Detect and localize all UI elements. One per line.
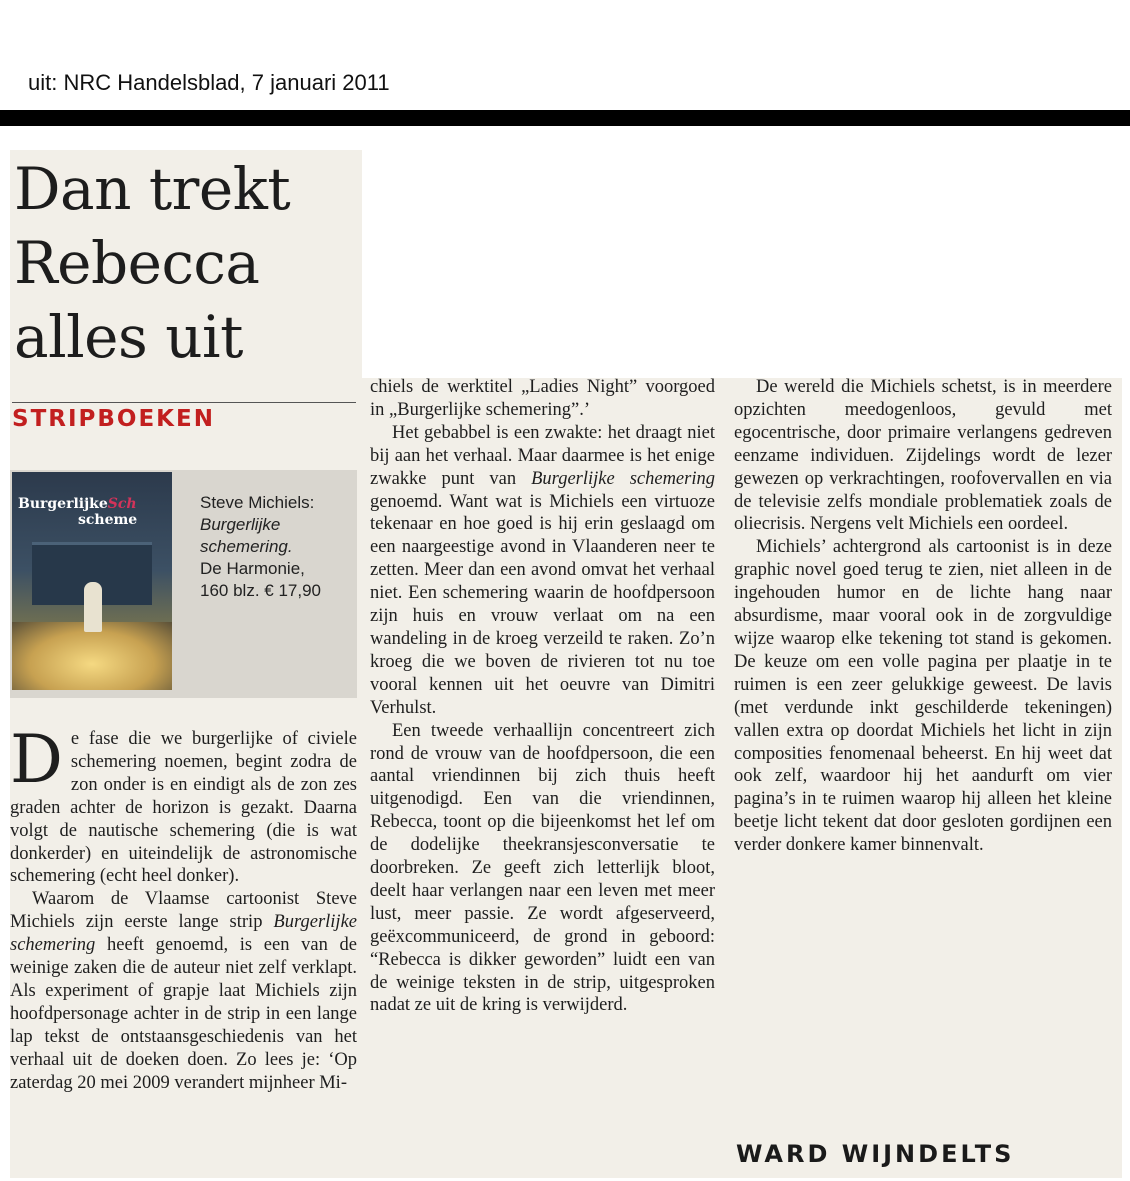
- cover-figure-shape: [84, 582, 102, 632]
- book-publisher: De Harmonie,: [200, 559, 305, 578]
- book-title-inline: Burgerlijke schemering: [10, 912, 357, 956]
- book-cover-image: [12, 472, 172, 690]
- article-column-3: [734, 376, 1112, 857]
- paragraph-text: Waarom de Vlaamse cartoonist Steve Michiels zijn eerste lange strip: [10, 889, 357, 933]
- source-line: uit: NRC Handelsblad, 7 januari 2011: [28, 70, 390, 95]
- paragraph-text: Het gebabbel is een zwakte: het draagt niet bij aan het verhaal. Maar daarmee is het enige zwakke punt van: [370, 422, 715, 489]
- paragraph-text: genoemd. Want wat is Michiels een virtuoze tekenaar en hoe goed is hij erin geslaagd om een naargeestige avond in Vlaanderen neer te zetten. Meer dan een avond omvat het verhaal niet. Een schemering waarin de hoofdpersoon zijn huis en vrouw verlaat om na een wandeling in de kroeg verzeild te raken. Zo’n kroeg die we boven de rivieren tot nu toe vooral kennen uit het oeuvre van Dimitri Verhulst.: [370, 491, 715, 718]
- paragraph: Een tweede verhaallijn concentreert zich rond de vrouw van de hoofdpersoon, die een aantal vriendinnen bij zich thuis heeft uitgenodigd. Een van die vriendinnen, Rebecca, toont op die bijeenkomst het lef om de dodelijke theekransjesconversatie te doorbreken. Ze geeft zich letterlijk bloot, deelt haar verlangen naar een leven met meer lust, meer passie. Ze wordt afgeserveerd, geëxcommuniceerd, de grond in geboord: “Rebecca is dikker geworden” luidt een van de weinige teksten in de strip, uitgesproken nadat ze uit de kring is verwijderd.: [370, 720, 715, 1016]
- book-author: Steve Michiels:: [200, 493, 315, 512]
- book-title-line-2: schemering.: [200, 537, 293, 556]
- cover-title-white-2: scheme: [78, 512, 138, 528]
- cover-light-shape: [12, 622, 172, 690]
- paragraph-text: e fase die we burgerlijke of civiele schemering noemen, begint zodra de zon onder is en eindigt als de zon zes graden achter de horizon is gezakt. Daarna volgt de nautische schemering (die is wat donkerder) en uiteindelijk de astronomische schemering (echt heel donker).: [10, 729, 357, 887]
- cover-title-red: Sch: [107, 496, 137, 512]
- book-title-line-1: Burgerlijke: [200, 515, 281, 534]
- rubric-rule: [12, 402, 356, 403]
- paragraph: [10, 888, 357, 1094]
- byline: WARD WIJNDELTS: [736, 1140, 1015, 1168]
- paragraph: Michiels’ achtergrond als cartoonist is in deze graphic novel goed terug te zien, niet alleen in de ingehouden humor en de lichte hang naar absurdisme, maar vooral ook in de zorgvuldige wijze waarop elke tekening tot stand is gekomen. De keuze om een volle pagina per plaatje in te ruimen is een zeer gelukkige geweest. De lavis (met verdunde inkt geschilderde tekeningen) vallen extra op doordat Michiels het licht in zijn composities fenomenaal beheerst. En hij weet dat ook zelf, waardoor hij het aandurft om vier pagina’s in te ruimen waarop hij alleen het kleine beetje licht tekent dat door gesloten gordijnen een verder donkere kamer binnenvalt.: [734, 537, 1112, 856]
- article-column-1: [10, 721, 357, 1095]
- clipping-cutout: [362, 150, 1122, 378]
- article-column-2: [370, 376, 715, 1017]
- paragraph: De wereld die Michiels schetst, is in meerdere opzichten meedogenloos, gevuld met egocentrische, door primaire verlangens gedreven eenzame individuen. Zijdelings wordt de lezer gewezen op verkrachtingen, roofovervallen en via de televisie zelfs mondiale problematiek zoals de oliecrisis. Nergens velt Michiels een oordeel.: [734, 377, 1112, 535]
- cover-title: [18, 496, 168, 528]
- section-rubric: STRIPBOEKEN: [12, 406, 215, 432]
- book-price: 160 blz. € 17,90: [200, 581, 321, 600]
- paragraph: [10, 721, 357, 888]
- book-title-inline: Burgerlijke schemering: [531, 468, 715, 489]
- article-headline: Dan trekt Rebecca alles uit: [14, 155, 291, 371]
- book-details: [200, 492, 350, 602]
- cover-title-white: Burgerlijke: [18, 496, 108, 512]
- paragraph-text: heeft genoemd, is een van de weinige zaken die de auteur niet zelf verklapt. Als experiment of grapje laat Michiels zijn hoofdpersonage achter in de strip in een lange lap tekst de ontstaansgeschiedenis van het verhaal uit de doeken doen. Zo lees je: ‘Op zaterdag 20 mei 2009 verandert mijnheer Mi-: [10, 935, 357, 1093]
- drop-cap: D: [10, 721, 63, 798]
- paragraph: chiels de werktitel „Ladies Night” voorgoed in „Burgerlijke schemering”.’: [370, 377, 715, 420]
- header-rule: [0, 110, 1130, 126]
- paragraph: [370, 422, 715, 720]
